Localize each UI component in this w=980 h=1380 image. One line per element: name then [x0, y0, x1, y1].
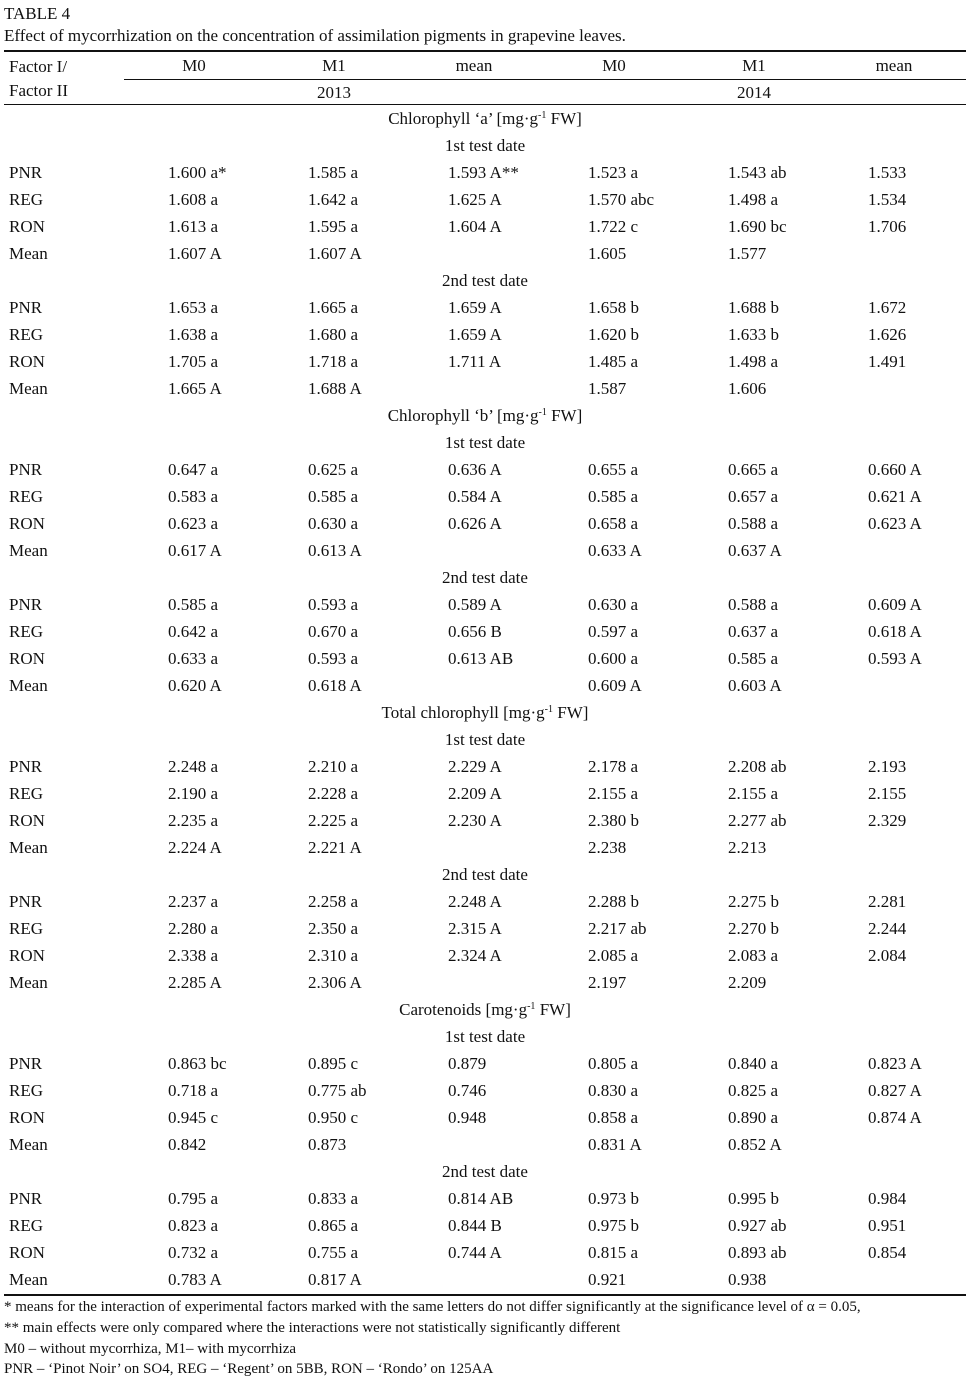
- table-cell: 1.690 bc: [728, 217, 787, 236]
- table-cell: 0.584 A: [448, 487, 502, 506]
- table-cell: 0.893 ab: [728, 1243, 787, 1262]
- table-cell: 1.585 a: [308, 163, 359, 182]
- section-heading-unit: FW]: [546, 109, 582, 128]
- section-heading-text: Total chlorophyll [mg·g: [381, 703, 545, 722]
- section-heading-exponent: -1: [538, 110, 547, 121]
- header-bottom-rule: [4, 104, 966, 105]
- test-date-heading: 1st test date: [444, 730, 526, 749]
- table-cell: 0.865 a: [308, 1216, 359, 1235]
- table-cell: 0.775 ab: [308, 1081, 367, 1100]
- table-cell: 1.706: [868, 217, 907, 236]
- row-label: PNR: [9, 1189, 43, 1208]
- table-cell: 1.498 a: [728, 352, 779, 371]
- table-cell: 1.665 A: [168, 379, 222, 398]
- header-col-m1-2014: M1: [742, 56, 766, 75]
- table-cell: 0.626 A: [448, 514, 502, 533]
- table-cell: 0.613 AB: [448, 649, 514, 668]
- table-cell: 0.814 AB: [448, 1189, 514, 1208]
- row-label: Mean: [9, 1135, 48, 1154]
- row-label: REG: [9, 190, 43, 209]
- table-cell: 1.587: [588, 379, 627, 398]
- section-heading: [4, 109, 966, 129]
- table-cell: 2.258 a: [308, 892, 359, 911]
- row-label: REG: [9, 325, 43, 344]
- table-cell: 2.281: [868, 892, 907, 911]
- table-cell: 0.637 A: [728, 541, 782, 560]
- table-cell: 0.863 bc: [168, 1054, 227, 1073]
- row-label: Mean: [9, 379, 48, 398]
- row-label: RON: [9, 946, 45, 965]
- footnote-2: ** main effects were only compared where the interactions were not statistically significantly different: [4, 1320, 621, 1336]
- table-cell: 0.973 b: [588, 1189, 639, 1208]
- table-cell: 2.155 a: [588, 784, 639, 803]
- table-cell: 0.879: [448, 1054, 487, 1073]
- table-cell: 0.746: [448, 1081, 487, 1100]
- table-cell: 0.825 a: [728, 1081, 779, 1100]
- section-heading-unit: FW]: [535, 1000, 571, 1019]
- table-cell: 0.823 a: [168, 1216, 219, 1235]
- table-cell: 0.670 a: [308, 622, 359, 641]
- table-cell: 2.230 A: [448, 811, 502, 830]
- row-label: PNR: [9, 460, 43, 479]
- table-cell: 1.665 a: [308, 298, 359, 317]
- header-col-m1-2013: M1: [322, 56, 346, 75]
- table-cell: 0.895 c: [308, 1054, 359, 1073]
- header-col-m0-2013: M0: [182, 56, 206, 75]
- table-cell: 0.609 A: [588, 676, 642, 695]
- table-cell: 0.783 A: [168, 1270, 222, 1289]
- row-label: PNR: [9, 595, 43, 614]
- row-label: PNR: [9, 1054, 43, 1073]
- section-heading-text: Chlorophyll ‘a’ [mg·g: [388, 109, 539, 128]
- section-heading: [4, 406, 966, 426]
- table-cell: 2.197: [588, 973, 627, 992]
- row-label: Mean: [9, 1270, 48, 1289]
- table-cell: 2.193: [868, 757, 907, 776]
- table-cell: 0.945 c: [168, 1108, 219, 1127]
- table-cell: 2.209 A: [448, 784, 502, 803]
- footnote-4: PNR – ‘Pinot Noir’ on SO4, REG – ‘Regent’ on 5BB, RON – ‘Rondo’ on 125AA: [4, 1361, 494, 1377]
- table-cell: 1.533: [868, 163, 907, 182]
- header-col-m0-2014: M0: [602, 56, 626, 75]
- row-label: REG: [9, 919, 43, 938]
- section-heading-exponent: -1: [538, 407, 547, 418]
- row-label: RON: [9, 352, 45, 371]
- table-cell: 0.593 a: [308, 595, 359, 614]
- footnote-3: M0 – without mycorrhiza, M1– with mycorrhiza: [4, 1341, 297, 1357]
- table-cell: 0.588 a: [728, 595, 779, 614]
- table-cell: 2.380 b: [588, 811, 639, 830]
- table-cell: 2.329: [868, 811, 907, 830]
- row-label: PNR: [9, 298, 43, 317]
- row-label: PNR: [9, 757, 43, 776]
- table-cell: 1.593 A**: [448, 163, 519, 182]
- table-cell: 2.217 ab: [588, 919, 647, 938]
- table-cell: 0.975 b: [588, 1216, 639, 1235]
- table-cell: 1.711 A: [448, 352, 502, 371]
- table-cell: 2.248 A: [448, 892, 502, 911]
- table-cell: 0.603 A: [728, 676, 782, 695]
- row-label: RON: [9, 514, 45, 533]
- table-cell: 0.744 A: [448, 1243, 502, 1262]
- row-label: REG: [9, 784, 43, 803]
- row-label: REG: [9, 1216, 43, 1235]
- table-cell: 0.623 A: [868, 514, 922, 533]
- table-cell: 0.620 A: [168, 676, 222, 695]
- table-cell: 0.823 A: [868, 1054, 922, 1073]
- table-cell: 2.210 a: [308, 757, 359, 776]
- table-cell: 2.238: [588, 838, 627, 857]
- table-cell: 0.984: [868, 1189, 907, 1208]
- table-cell: 2.315 A: [448, 919, 502, 938]
- table-cell: 2.155 a: [728, 784, 779, 803]
- table-cell: 0.852 A: [728, 1135, 782, 1154]
- table-cell: 0.625 a: [308, 460, 359, 479]
- bottom-rule: [4, 1294, 966, 1296]
- table-cell: 2.288 b: [588, 892, 639, 911]
- row-label: Mean: [9, 838, 48, 857]
- row-label: REG: [9, 1081, 43, 1100]
- row-label: Mean: [9, 244, 48, 263]
- table-cell: 2.209: [728, 973, 767, 992]
- table-cell: 1.570 abc: [588, 190, 655, 209]
- table-cell: 0.617 A: [168, 541, 222, 560]
- table-cell: 2.237 a: [168, 892, 219, 911]
- table-cell: 0.665 a: [728, 460, 779, 479]
- table-cell: 1.605: [588, 244, 627, 263]
- table-cell: 2.270 b: [728, 919, 779, 938]
- table-cell: 1.613 a: [168, 217, 219, 236]
- section-heading: [4, 703, 966, 723]
- table-cell: 0.583 a: [168, 487, 219, 506]
- table-cell: 1.607 A: [168, 244, 222, 263]
- table-cell: 0.830 a: [588, 1081, 639, 1100]
- row-label: PNR: [9, 892, 43, 911]
- table-cell: 0.950 c: [308, 1108, 359, 1127]
- table-label: TABLE 4: [4, 4, 71, 23]
- table-cell: 1.600 a*: [168, 163, 227, 182]
- table-cell: 0.995 b: [728, 1189, 779, 1208]
- table-cell: 2.248 a: [168, 757, 219, 776]
- table-cell: 0.658 a: [588, 514, 639, 533]
- table-cell: 0.948: [448, 1108, 487, 1127]
- header-year-2013: 2013: [317, 83, 351, 102]
- table-cell: 1.620 b: [588, 325, 639, 344]
- test-date-heading: 2nd test date: [442, 865, 528, 884]
- table-cell: 2.280 a: [168, 919, 219, 938]
- table-cell: 1.680 a: [308, 325, 359, 344]
- table-cell: 2.244: [868, 919, 907, 938]
- test-date-heading: 1st test date: [444, 136, 526, 155]
- table-cell: 0.732 a: [168, 1243, 219, 1262]
- table-cell: 1.577: [728, 244, 767, 263]
- table-cell: 0.618 A: [308, 676, 362, 695]
- table-cell: 0.805 a: [588, 1054, 639, 1073]
- table-cell: 0.655 a: [588, 460, 639, 479]
- table-cell: 1.705 a: [168, 352, 219, 371]
- table-cell: 0.831 A: [588, 1135, 642, 1154]
- table-cell: 0.585 a: [588, 487, 639, 506]
- header-year-rule: [124, 79, 966, 80]
- row-label: PNR: [9, 163, 43, 182]
- table-cell: 1.625 A: [448, 190, 502, 209]
- table-cell: 1.523 a: [588, 163, 639, 182]
- header-factor-2: Factor II: [9, 81, 69, 100]
- row-label: Mean: [9, 676, 48, 695]
- row-label: RON: [9, 1108, 45, 1127]
- table-cell: 0.927 ab: [728, 1216, 787, 1235]
- table-cell: 0.840 a: [728, 1054, 779, 1073]
- row-label: RON: [9, 811, 45, 830]
- table-cell: 2.208 ab: [728, 757, 787, 776]
- table-cell: 2.235 a: [168, 811, 219, 830]
- table-cell: 0.660 A: [868, 460, 922, 479]
- footnote-1: * means for the interaction of experimental factors marked with the same letters do not differ significantly at the significance level of α = 0.05,: [4, 1299, 861, 1315]
- table-cell: 0.951: [868, 1216, 907, 1235]
- table-cell: 1.659 A: [448, 325, 502, 344]
- table-cell: 0.833 a: [308, 1189, 359, 1208]
- table-cell: 0.636 A: [448, 460, 502, 479]
- test-date-heading: 1st test date: [444, 433, 526, 452]
- table-cell: 2.310 a: [308, 946, 359, 965]
- table-cell: 0.630 a: [588, 595, 639, 614]
- table-cell: 2.190 a: [168, 784, 219, 803]
- table-cell: 2.277 ab: [728, 811, 787, 830]
- table-cell: 0.718 a: [168, 1081, 219, 1100]
- table-cell: 1.498 a: [728, 190, 779, 209]
- table-cell: 0.938: [728, 1270, 767, 1289]
- table-cell: 0.637 a: [728, 622, 779, 641]
- table-cell: 0.657 a: [728, 487, 779, 506]
- table-cell: 1.633 b: [728, 325, 779, 344]
- table-cell: 0.633 A: [588, 541, 642, 560]
- table-cell: 0.858 a: [588, 1108, 639, 1127]
- header-col-mean-2013: mean: [455, 56, 493, 75]
- table-cell: 1.653 a: [168, 298, 219, 317]
- table-cell: 0.874 A: [868, 1108, 922, 1127]
- table-cell: 1.491: [868, 352, 907, 371]
- row-label: REG: [9, 622, 43, 641]
- table-cell: 0.827 A: [868, 1081, 922, 1100]
- table-cell: 1.658 b: [588, 298, 639, 317]
- table-cell: 2.324 A: [448, 946, 502, 965]
- header-factor-1: Factor I/: [9, 57, 68, 76]
- table-cell: 1.642 a: [308, 190, 359, 209]
- table-cell: 0.656 B: [448, 622, 502, 641]
- table-cell: 0.921: [588, 1270, 627, 1289]
- table-cell: 1.595 a: [308, 217, 359, 236]
- table-cell: 2.338 a: [168, 946, 219, 965]
- table-cell: 2.213: [728, 838, 767, 857]
- table-cell: 2.228 a: [308, 784, 359, 803]
- table-cell: 0.854: [868, 1243, 907, 1262]
- table-cell: 2.285 A: [168, 973, 222, 992]
- table-cell: 2.275 b: [728, 892, 779, 911]
- table-cell: 2.084: [868, 946, 907, 965]
- table-cell: 0.623 a: [168, 514, 219, 533]
- table-cell: 2.085 a: [588, 946, 639, 965]
- table-cell: 2.083 a: [728, 946, 779, 965]
- table-cell: 0.588 a: [728, 514, 779, 533]
- table-cell: 0.585 a: [168, 595, 219, 614]
- table-cell: 0.597 a: [588, 622, 639, 641]
- section-heading-exponent: -1: [527, 1001, 536, 1012]
- section-heading: [4, 1000, 966, 1020]
- table-cell: 0.817 A: [308, 1270, 362, 1289]
- table-cell: 0.873: [308, 1135, 347, 1154]
- table-cell: 1.485 a: [588, 352, 639, 371]
- table-cell: 0.585 a: [308, 487, 359, 506]
- section-heading-text: Carotenoids [mg·g: [399, 1000, 528, 1019]
- table-cell: 1.543 ab: [728, 163, 787, 182]
- table-cell: 1.718 a: [308, 352, 359, 371]
- table-cell: 2.306 A: [308, 973, 362, 992]
- table-cell: 1.534: [868, 190, 907, 209]
- table-cell: 0.842: [168, 1135, 207, 1154]
- table-cell: 2.221 A: [308, 838, 362, 857]
- table-cell: 0.642 a: [168, 622, 219, 641]
- header-col-mean-2014: mean: [875, 56, 913, 75]
- table-cell: 2.350 a: [308, 919, 359, 938]
- row-label: RON: [9, 217, 45, 236]
- test-date-heading: 2nd test date: [442, 568, 528, 587]
- table-cell: 0.844 B: [448, 1216, 502, 1235]
- table-cell: 0.795 a: [168, 1189, 219, 1208]
- table-cell: 2.224 A: [168, 838, 222, 857]
- table-cell: 1.688 b: [728, 298, 779, 317]
- row-label: RON: [9, 649, 45, 668]
- table-cell: 0.593 A: [868, 649, 922, 668]
- section-heading-exponent: -1: [544, 704, 554, 715]
- table-cell: 1.604 A: [448, 217, 502, 236]
- table-cell: 0.890 a: [728, 1108, 779, 1127]
- table-cell: 2.155: [868, 784, 907, 803]
- row-label: REG: [9, 487, 43, 506]
- table-cell: 2.225 a: [308, 811, 359, 830]
- section-heading-text: Chlorophyll ‘b’ [mg·g: [387, 406, 539, 425]
- table-cell: 0.600 a: [588, 649, 639, 668]
- table-cell: 1.626: [868, 325, 907, 344]
- table-cell: 1.722 c: [588, 217, 639, 236]
- table-cell: 0.755 a: [308, 1243, 359, 1262]
- section-heading-unit: FW]: [546, 406, 583, 425]
- table-cell: 0.630 a: [308, 514, 359, 533]
- table-cell: 1.608 a: [168, 190, 219, 209]
- table-cell: 0.621 A: [868, 487, 922, 506]
- table-cell: 2.178 a: [588, 757, 639, 776]
- row-label: RON: [9, 1243, 45, 1262]
- test-date-heading: 2nd test date: [442, 1162, 528, 1181]
- section-heading-unit: FW]: [553, 703, 589, 722]
- header-year-2014: 2014: [737, 83, 771, 102]
- table-cell: 0.609 A: [868, 595, 922, 614]
- table-cell: 0.633 a: [168, 649, 219, 668]
- table-cell: 2.229 A: [448, 757, 502, 776]
- table-cell: 0.815 a: [588, 1243, 639, 1262]
- test-date-heading: 1st test date: [444, 1027, 526, 1046]
- table-cell: 0.613 A: [308, 541, 362, 560]
- table-cell: 0.589 A: [448, 595, 502, 614]
- row-label: Mean: [9, 541, 48, 560]
- table-cell: 1.638 a: [168, 325, 219, 344]
- table-cell: 0.618 A: [868, 622, 922, 641]
- table-cell: 1.659 A: [448, 298, 502, 317]
- top-rule: [4, 50, 966, 52]
- test-date-heading: 2nd test date: [442, 271, 528, 290]
- table-cell: 1.672: [868, 298, 907, 317]
- table-cell: 1.606: [728, 379, 767, 398]
- table-cell: 0.593 a: [308, 649, 359, 668]
- table-cell: 0.585 a: [728, 649, 779, 668]
- table-cell: 0.647 a: [168, 460, 219, 479]
- table-cell: 1.688 A: [308, 379, 362, 398]
- table-cell: 1.607 A: [308, 244, 362, 263]
- table-title: Effect of mycorrhization on the concentration of assimilation pigments in grapevine leaves.: [4, 26, 626, 45]
- row-label: Mean: [9, 973, 48, 992]
